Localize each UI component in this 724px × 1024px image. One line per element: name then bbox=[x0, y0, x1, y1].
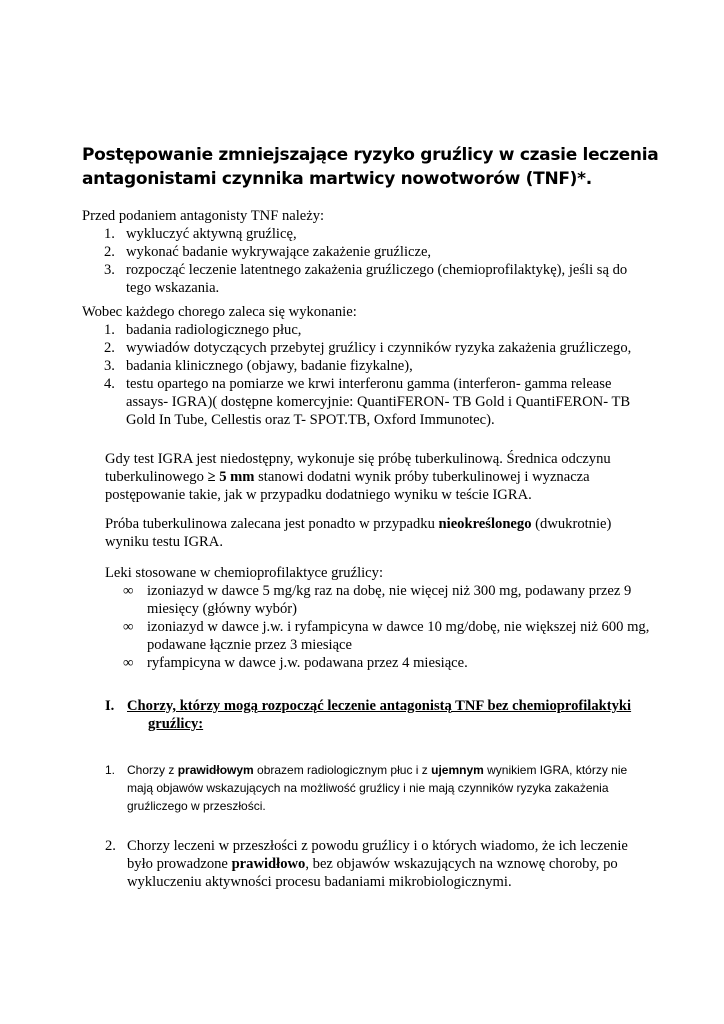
section-number: I. bbox=[105, 698, 115, 714]
drugs-intro: Leki stosowane w chemioprofilaktyce gruźlicy: bbox=[105, 565, 384, 581]
infinity-bullet-icon: ∞ bbox=[123, 583, 134, 599]
each-intro: Wobec każdego chorego zaleca się wykonanie: bbox=[82, 304, 357, 320]
page-title bbox=[82, 143, 662, 191]
drugs-section bbox=[105, 564, 665, 672]
list-item: 2. wywiadów dotyczących przebytej gruźlicy i czynników ryzyka zakażenia gruźliczego, bbox=[104, 340, 632, 356]
list-item: 3. badania klinicznego (objawy, badanie fizykalne), bbox=[104, 358, 413, 374]
list-item: 4. testu opartego na pomiarze we krwi interferonu gamma (interferon- gamma release assays- IGRA)( dostępne komercyjnie: QuantiFERON- TB Gold i QuantiFERON- TB Gold In Tube, Cellestis oraz T- SPOT.TB, Oxford Immunotec). bbox=[104, 376, 631, 428]
title-line-1: Postępowanie zmniejszające ryzyko gruźlicy w czasie leczenia bbox=[82, 145, 659, 165]
tuberculin-paragraph: Próba tuberkulinowa zalecana jest ponadto w przypadku nieokreślonego (dwukrotnie) wyniku testu IGRA. bbox=[105, 516, 612, 550]
list-item: 3. rozpocząć leczenie latentnego zakażenia gruźliczego (chemioprofilaktykę), jeśli są do tego wskazania. bbox=[104, 262, 628, 296]
list-item: 2. wykonać badanie wykrywające zakażenie gruźlicze, bbox=[104, 244, 432, 260]
list-item: ∞ ryfampicyna w dawce j.w. podawana przez 4 miesiące. bbox=[123, 655, 468, 671]
before-section bbox=[82, 207, 642, 297]
case-1: 1. Chorzy z prawidłowym obrazem radiologicznym płuc i z ujemnym wynikiem IGRA, którzy nie mają objawów wskazujących na możliwość gruźlicy i nie mają czynników ryzyka zakażenia gruźliczego w przeszłości. bbox=[105, 763, 628, 813]
list-item: 1. badania radiologicznego płuc, bbox=[104, 322, 302, 338]
infinity-bullet-icon: ∞ bbox=[123, 655, 134, 671]
igra-paragraph: Gdy test IGRA jest niedostępny, wykonuje się próbę tuberkulinową. Średnica odczynu tuberkulinowego ≥ 5 mm stanowi dodatni wynik próby tuberkulinowej i wyznacza postępowanie takie, jak w przypadku dodatniego wyniku w teście IGRA. bbox=[105, 451, 611, 503]
case-2: 2. Chorzy leczeni w przeszłości z powodu gruźlicy i o których wiadomo, że ich leczenie było prowadzone prawidłowo, bez objawów wskazujących na wznowę choroby, po wykluczeniu aktywności procesu badaniami mikrobiologicznymi. bbox=[105, 838, 628, 890]
infinity-bullet-icon: ∞ bbox=[123, 619, 134, 635]
list-item: ∞ izoniazyd w dawce j.w. i ryfampicyna w dawce 10 mg/dobę, nie większej niż 600 mg, podawane łącznie przez 3 miesiące bbox=[123, 619, 650, 653]
list-item: 1. wykluczyć aktywną gruźlicę, bbox=[104, 226, 297, 242]
title-line-2: antagonistami czynnika martwicy nowotworów (TNF)*. bbox=[82, 169, 592, 189]
each-section bbox=[82, 303, 642, 429]
section-heading: I. Chorzy, którzy mogą rozpocząć leczenie antagonistą TNF bez chemioprofilaktyki gruźlicy: bbox=[105, 698, 632, 732]
before-intro: Przed podaniem antagonisty TNF należy: bbox=[82, 208, 325, 224]
list-item: ∞ izoniazyd w dawce 5 mg/kg raz na dobę, nie więcej niż 300 mg, podawany przez 9 miesięcy (główny wybór) bbox=[123, 583, 632, 617]
